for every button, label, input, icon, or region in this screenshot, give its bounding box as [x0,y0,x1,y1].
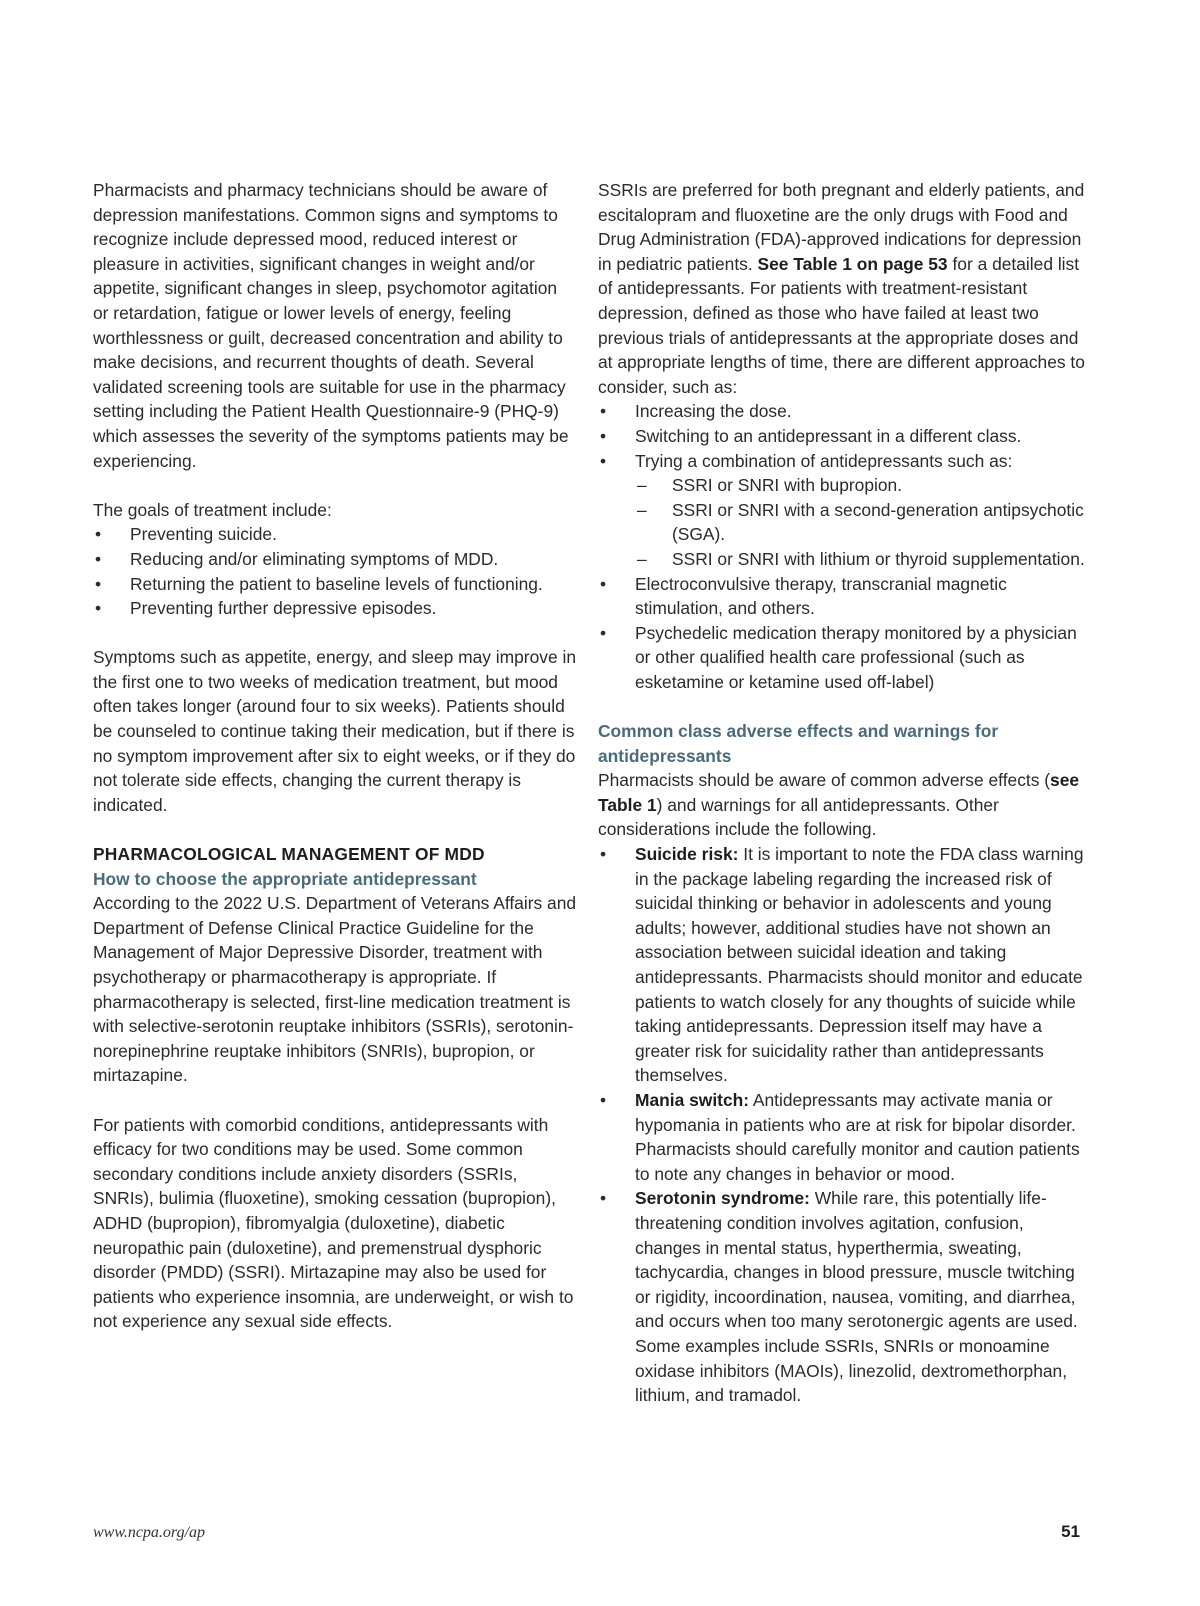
section-heading: PHARMACOLOGICAL MANAGEMENT OF MDD [93,844,485,865]
left-column [93,178,577,1334]
goal-item: • Preventing suicide. [93,522,577,547]
goals-list [93,522,577,620]
spacer [93,817,577,842]
combination-list [635,473,1088,571]
warning-text: Antidepressants may activate mania or hypomania in patients who are at risk for bipolar disorder. Pharmacists should carefully monitor and caution patients to note any changes in behavior or mood. [635,1089,1080,1184]
right-column [598,178,1088,1408]
approach-item: • Increasing the dose. [598,399,1088,424]
ssri-text-a: SSRIs are preferred for both pregnant and elderly patients, and escitalopram and fluoxetine are the only drugs with Food and Drug Administration (FDA)-approved indications for depression in pediatric patients. [598,180,1085,274]
warning-text: It is important to note the FDA class warning in the package labeling regarding the increased risk of suicidal thinking or behavior in adolescents and young adults; however, additional studies have not shown an association between suicidal ideation and taking antidepressants. Pharmacists should monitor and educate patients to watch closely for any thoughts of suicide while taking antidepressants. Depression itself may have a greater risk for suicidality rather than antidepressants themselves. [635,844,1084,1086]
warning-item [598,1088,1088,1186]
goal-item: • Reducing and/or eliminating symptoms of MDD. [93,547,577,572]
approach-item: • Psychedelic medication therapy monitored by a physician or other qualified health care professional (such as esketamine or ketamine used off-label) [598,621,1088,695]
combination-item: – SSRI or SNRI with a second-generation antipsychotic (SGA). [635,498,1088,547]
warning-item [598,842,1088,1088]
table-reference: see Table 1 [598,770,1080,815]
approaches-list [598,399,1088,694]
footer-url[interactable]: www.ncpa.org/ap [93,1524,206,1541]
symptoms-paragraph: Symptoms such as appetite, energy, and sleep may improve in the first one to two weeks of medication treatment, but mood often takes longer (around four to six weeks). Patients should be counseled to continue taking their medication, but if there is no symptom improvement after six to eight weeks, or if they do not tolerate side effects, changing the current therapy is indicated. [93,647,576,815]
page-number: 51 [1061,1522,1080,1541]
approach-item: • Switching to an antidepressant in a different class. [598,424,1088,449]
adverse-effects-subheading: Common class adverse effects and warnings for antidepressants [598,721,999,766]
spacer [93,1088,577,1113]
guideline-paragraph: According to the 2022 U.S. Department of Veterans Affairs and Department of Defense Clinical Practice Guideline for the Management of Major Depressive Disorder, treatment with psychotherapy or pharmacotherapy is appropriate. If pharmacotherapy is selected, first-line medication treatment is with selective-serotonin reuptake inhibitors (SSRIs), serotonin-norepinephrine reuptake inhibitors (SNRIs), bupropion, or mirtazapine. [93,893,577,1086]
spacer [598,694,1088,719]
goal-item: • Returning the patient to baseline levels of functioning. [93,572,577,597]
comorbid-paragraph: For patients with comorbid conditions, antidepressants with efficacy for two conditions may be used. Some common secondary conditions include anxiety disorders (SSRIs, SNRIs), bulimia (fluoxetine), smoking cessation (bupropion), ADHD (bupropion), fibromyalgia (duloxetine), diabetic neuropathic pain (duloxetine), and premenstrual dysphoric disorder (PMDD) (SSRI). Mirtazapine may also be used for patients who experience insomnia, are underweight, or wish to not experience any sexual side effects. [93,1114,574,1332]
adverse-paragraph [598,768,1088,842]
adverse-text-b: ) and warnings for all antidepressants. Other considerations include the following. [598,794,999,840]
warning-text: While rare, this potentially life-threatening condition involves agitation, confusion, changes in mental status, hyperthermia, sweating, tachycardia, changes in blood pressure, muscle twitching or rigidity, incoordination, nausea, vomiting, and diarrhea, and occurs when too many serotonergic agents are used. Some examples include SSRIs, SNRIs or monoamine oxidase inhibitors (MAOIs), linezolid, dextromethorphan, lithium, and tramadol. [635,1188,1078,1406]
warning-item [598,1186,1088,1407]
spacer [93,473,577,498]
goal-item: • Preventing further depressive episodes. [93,596,577,621]
warning-term: Suicide risk: [635,844,739,865]
approach-item-text: Trying a combination of antidepressants such as: [635,450,1013,471]
approach-item [598,449,1088,572]
intro-paragraph: Pharmacists and pharmacy technicians should be aware of depression manifestations. Common signs and symptoms to recognize include depressed mood, reduced interest or pleasure in activities, significant changes in weight and/or appetite, significant changes in sleep, psychomotor agitation or retardation, fatigue or lower levels of energy, feeling worthlessness or guilt, decreased concentration and ability to make decisions, and recurrent thoughts of death. Several validated screening tools are suitable for use in the pharmacy setting including the Patient Health Questionnaire-9 (PHQ-9) which assesses the severity of the symptoms patients may be experiencing. [93,180,569,471]
combination-item: – SSRI or SNRI with lithium or thyroid supplementation. [635,547,1088,572]
adverse-text-a: Pharmacists should be aware of common adverse effects ( [598,770,1051,791]
ssri-text-b: for a detailed list of antidepressants. For patients with treatment-resistant depression, defined as those who have failed at least two previous trials of antidepressants at the appropriate doses and at appropriate lengths of time, there are different approaches to consider, such as: [598,253,1085,397]
approach-item: • Electroconvulsive therapy, transcranial magnetic stimulation, and others. [598,572,1088,621]
goals-intro: The goals of treatment include: [93,499,332,520]
warning-term: Serotonin syndrome: [635,1188,810,1209]
ssri-paragraph [598,178,1088,399]
section-subheading: How to choose the appropriate antidepressant [93,868,477,889]
warning-term: Mania switch: [635,1089,750,1110]
combination-item: – SSRI or SNRI with bupropion. [635,473,1088,498]
warnings-list [598,842,1088,1408]
table-reference: See Table 1 on page 53 [757,253,948,274]
spacer [93,621,577,646]
